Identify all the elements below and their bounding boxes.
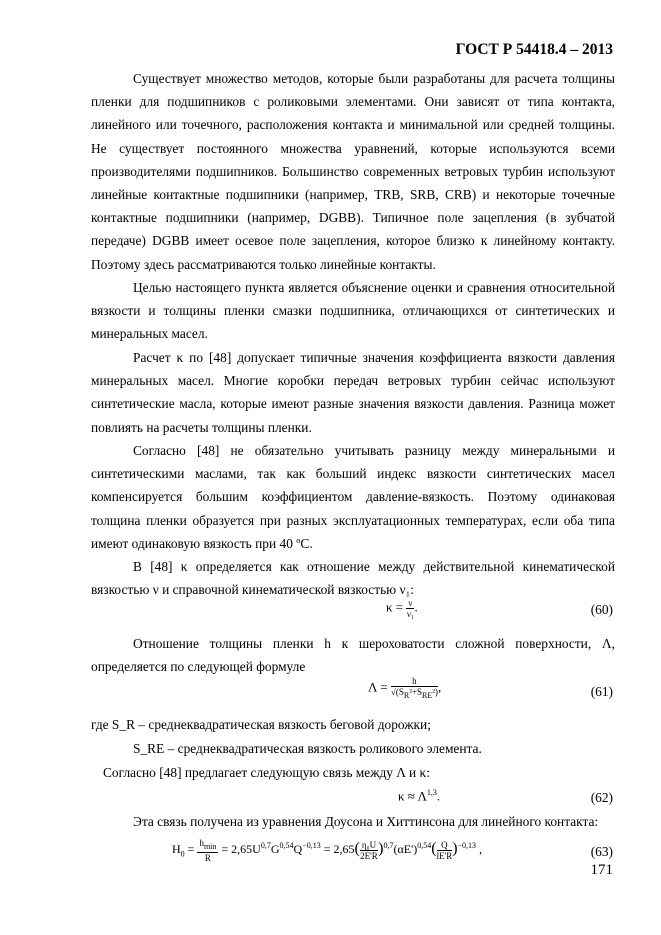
- equation-61-formula: Λ = $\frac{h}{√(S_R^2+S_{RE}^2)}$ ,: [368, 676, 442, 700]
- document-header: ГОСТ Р 54418.4 – 2013: [455, 41, 613, 58]
- paragraph-relation: Согласно [48] предлагает следующую связь между Λ и κ:: [103, 765, 430, 780]
- equation-63-formula: $H_0$ = $\frac{h_{min}}{R}$ = $2,65U^{0,7}G^{0,54}Q^{-0,13} = 2,65$( $\frac{\text{η₀U}}{2E'R}$ )$^{0,7}(\alpha E')^{0,54}$( $\frac{Q}{lE'R}$ )$^{-0,13}$ ,: [172, 838, 483, 863]
- paragraph-lambda-def: Отношение толщины пленки h к шероховатости сложной поверхности, Λ, определяется по следующей формуле: [91, 636, 615, 675]
- definition-sr: где S_R – среднеквадратическая вязкость беговой дорожки;: [91, 717, 431, 732]
- equation-62-formula: κ ≈ Λ$^{1,3}$.: [398, 788, 441, 804]
- equation-60-number: (60): [590, 602, 613, 617]
- paragraph-kappa-calc: Расчет κ по [48] допускает типичные значения коэффициента вязкости давления минеральных масел. Многие коробки передач ветровых турбин сейчас используют синтетические масла, которые имеют разные значения вязкости давления. Разница может повлиять на расчеты толщины пленки.: [91, 350, 615, 435]
- paragraph-synthetic: Согласно [48] не обязательно учитывать разницу между минеральными и синтетическими маслами, так как больший индекс вязкости синтетических масел компенсируется большим коэффициентом давление-вязкость. Поэтому одинаковая толщина пленки образуется при разных эксплуатационных температурах, если оба типа имеют одинаковую вязкость при 40 ºС.: [91, 443, 615, 551]
- paragraph-dowson: Эта связь получена из уравнения Доусона и Хиттинсона для линейного контакта:: [133, 814, 599, 829]
- equation-60-formula: κ = $\frac{\nu}{\text{ν₁}}$ .: [386, 598, 418, 619]
- paragraph-purpose: Целью настоящего пункта является объяснение оценки и сравнения относительной вязкости и толщины пленки смазки подшипника, отличающихся от синтетических и минеральных масел.: [91, 280, 615, 342]
- equation-62-number: (62): [590, 790, 613, 805]
- definition-sre: S_RE – среднеквадратическая вязкость роликового элемента.: [133, 741, 482, 756]
- equation-61-number: (61): [590, 684, 613, 699]
- paragraph-methods: Существует множество методов, которые были разработаны для расчета толщины пленки для подшипников с роликовыми элементами. Они зависят от типа контакта, линейного или точечного, расположения контакта и минимальной или средней толщины. Не существует постоянного множества уравнений, которые используются всеми производителями подшипников. Большинство современных ветровых турбин используют линейные контактные подшипники (например, TRB, SRB, CRB) и некоторые точечные контактные подшипники (например, DGBB). Типичное поле зацепления (в зубчатой передаче) DGBB имеет осевое поле зацепления, которое близко к линейному контакту. Поэтому здесь рассматриваются только линейные контакты.: [91, 71, 615, 272]
- paragraph-kappa-def: В [48] κ определяется как отношение между действительной кинематической вязкостью ν и справочной кинематической вязкостью ν₁:: [91, 559, 615, 598]
- equation-63-number: (63): [590, 844, 613, 859]
- page-number: 171: [590, 862, 613, 878]
